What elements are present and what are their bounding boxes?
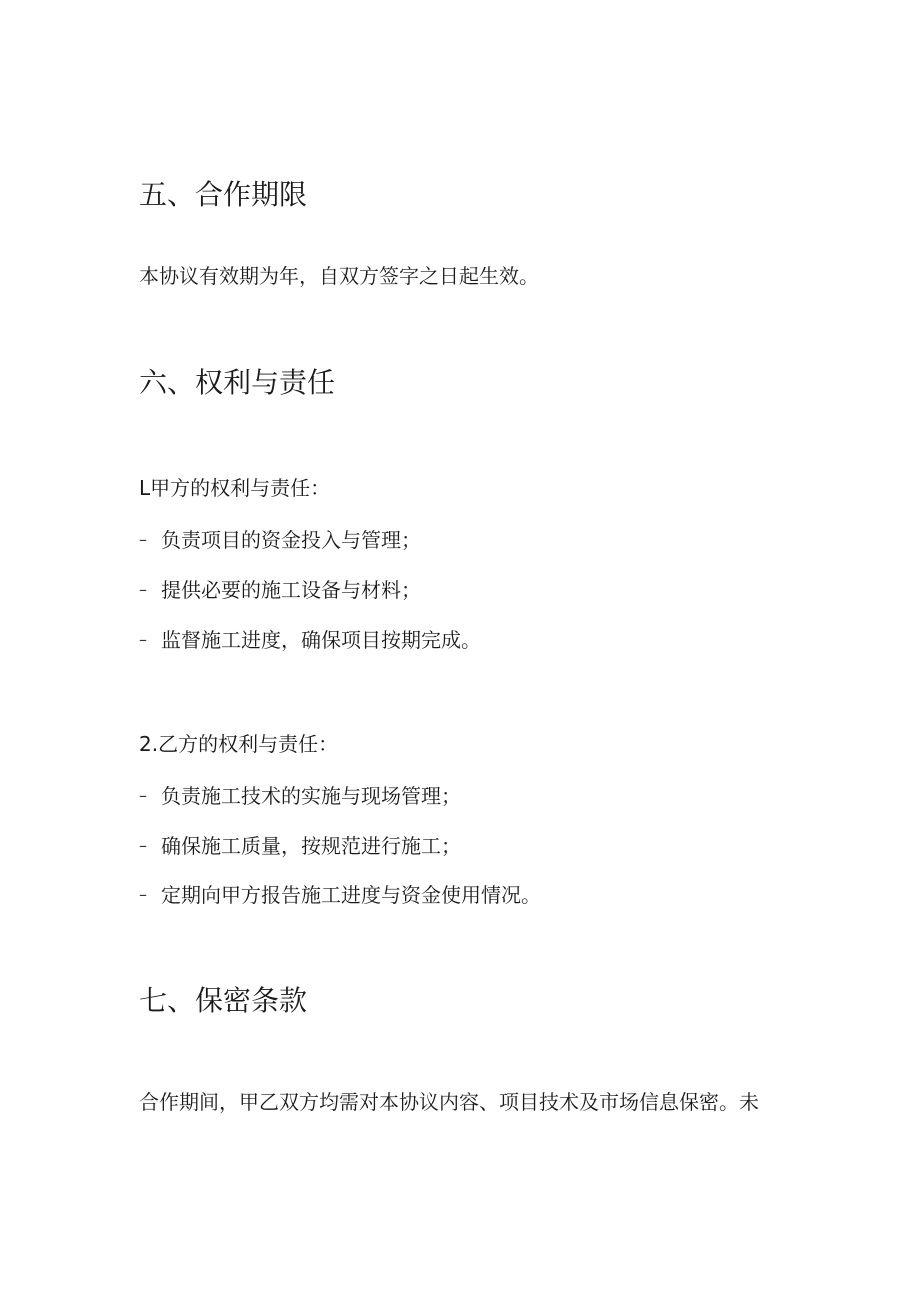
party-a-title — [139, 474, 330, 502]
bullet-dash: – — [139, 836, 147, 855]
bullet-dash: – — [139, 885, 147, 904]
section-paragraph-confidentiality: 合作期间，甲乙双方均需对本协议内容、项目技术及市场信息保密。未 — [139, 1090, 759, 1114]
section-heading-rights: 六、权利与责任 — [139, 366, 336, 399]
party-a-number: L — [139, 476, 151, 500]
list-item: – 定期向甲方报告施工进度与资金使用情况。 — [139, 883, 541, 907]
bullet-dash: – — [139, 630, 147, 649]
list-item: – 提供必要的施工设备与材料； — [139, 578, 421, 602]
bullet-dash: – — [139, 530, 147, 549]
party-b-title-text: 乙方的权利与责任： — [158, 732, 339, 756]
bullet-dash: – — [139, 580, 147, 599]
list-item: – 监督施工进度，确保项目按期完成。 — [139, 628, 481, 652]
party-b-title — [139, 730, 338, 758]
party-a-title-text: 甲方的权利与责任： — [150, 476, 331, 500]
party-b-number: 2. — [139, 732, 159, 756]
list-item: – 负责项目的资金投入与管理； — [139, 528, 421, 552]
section-heading-confidentiality: 七、保密条款 — [139, 984, 308, 1017]
section-paragraph-term: 本协议有效期为年，自双方签字之日起生效。 — [139, 264, 539, 288]
section-heading-term: 五、合作期限 — [139, 178, 308, 211]
bullet-dash: – — [139, 786, 147, 805]
list-item: – 负责施工技术的实施与现场管理； — [139, 784, 461, 808]
list-item: – 确保施工质量，按规范进行施工； — [139, 834, 461, 858]
